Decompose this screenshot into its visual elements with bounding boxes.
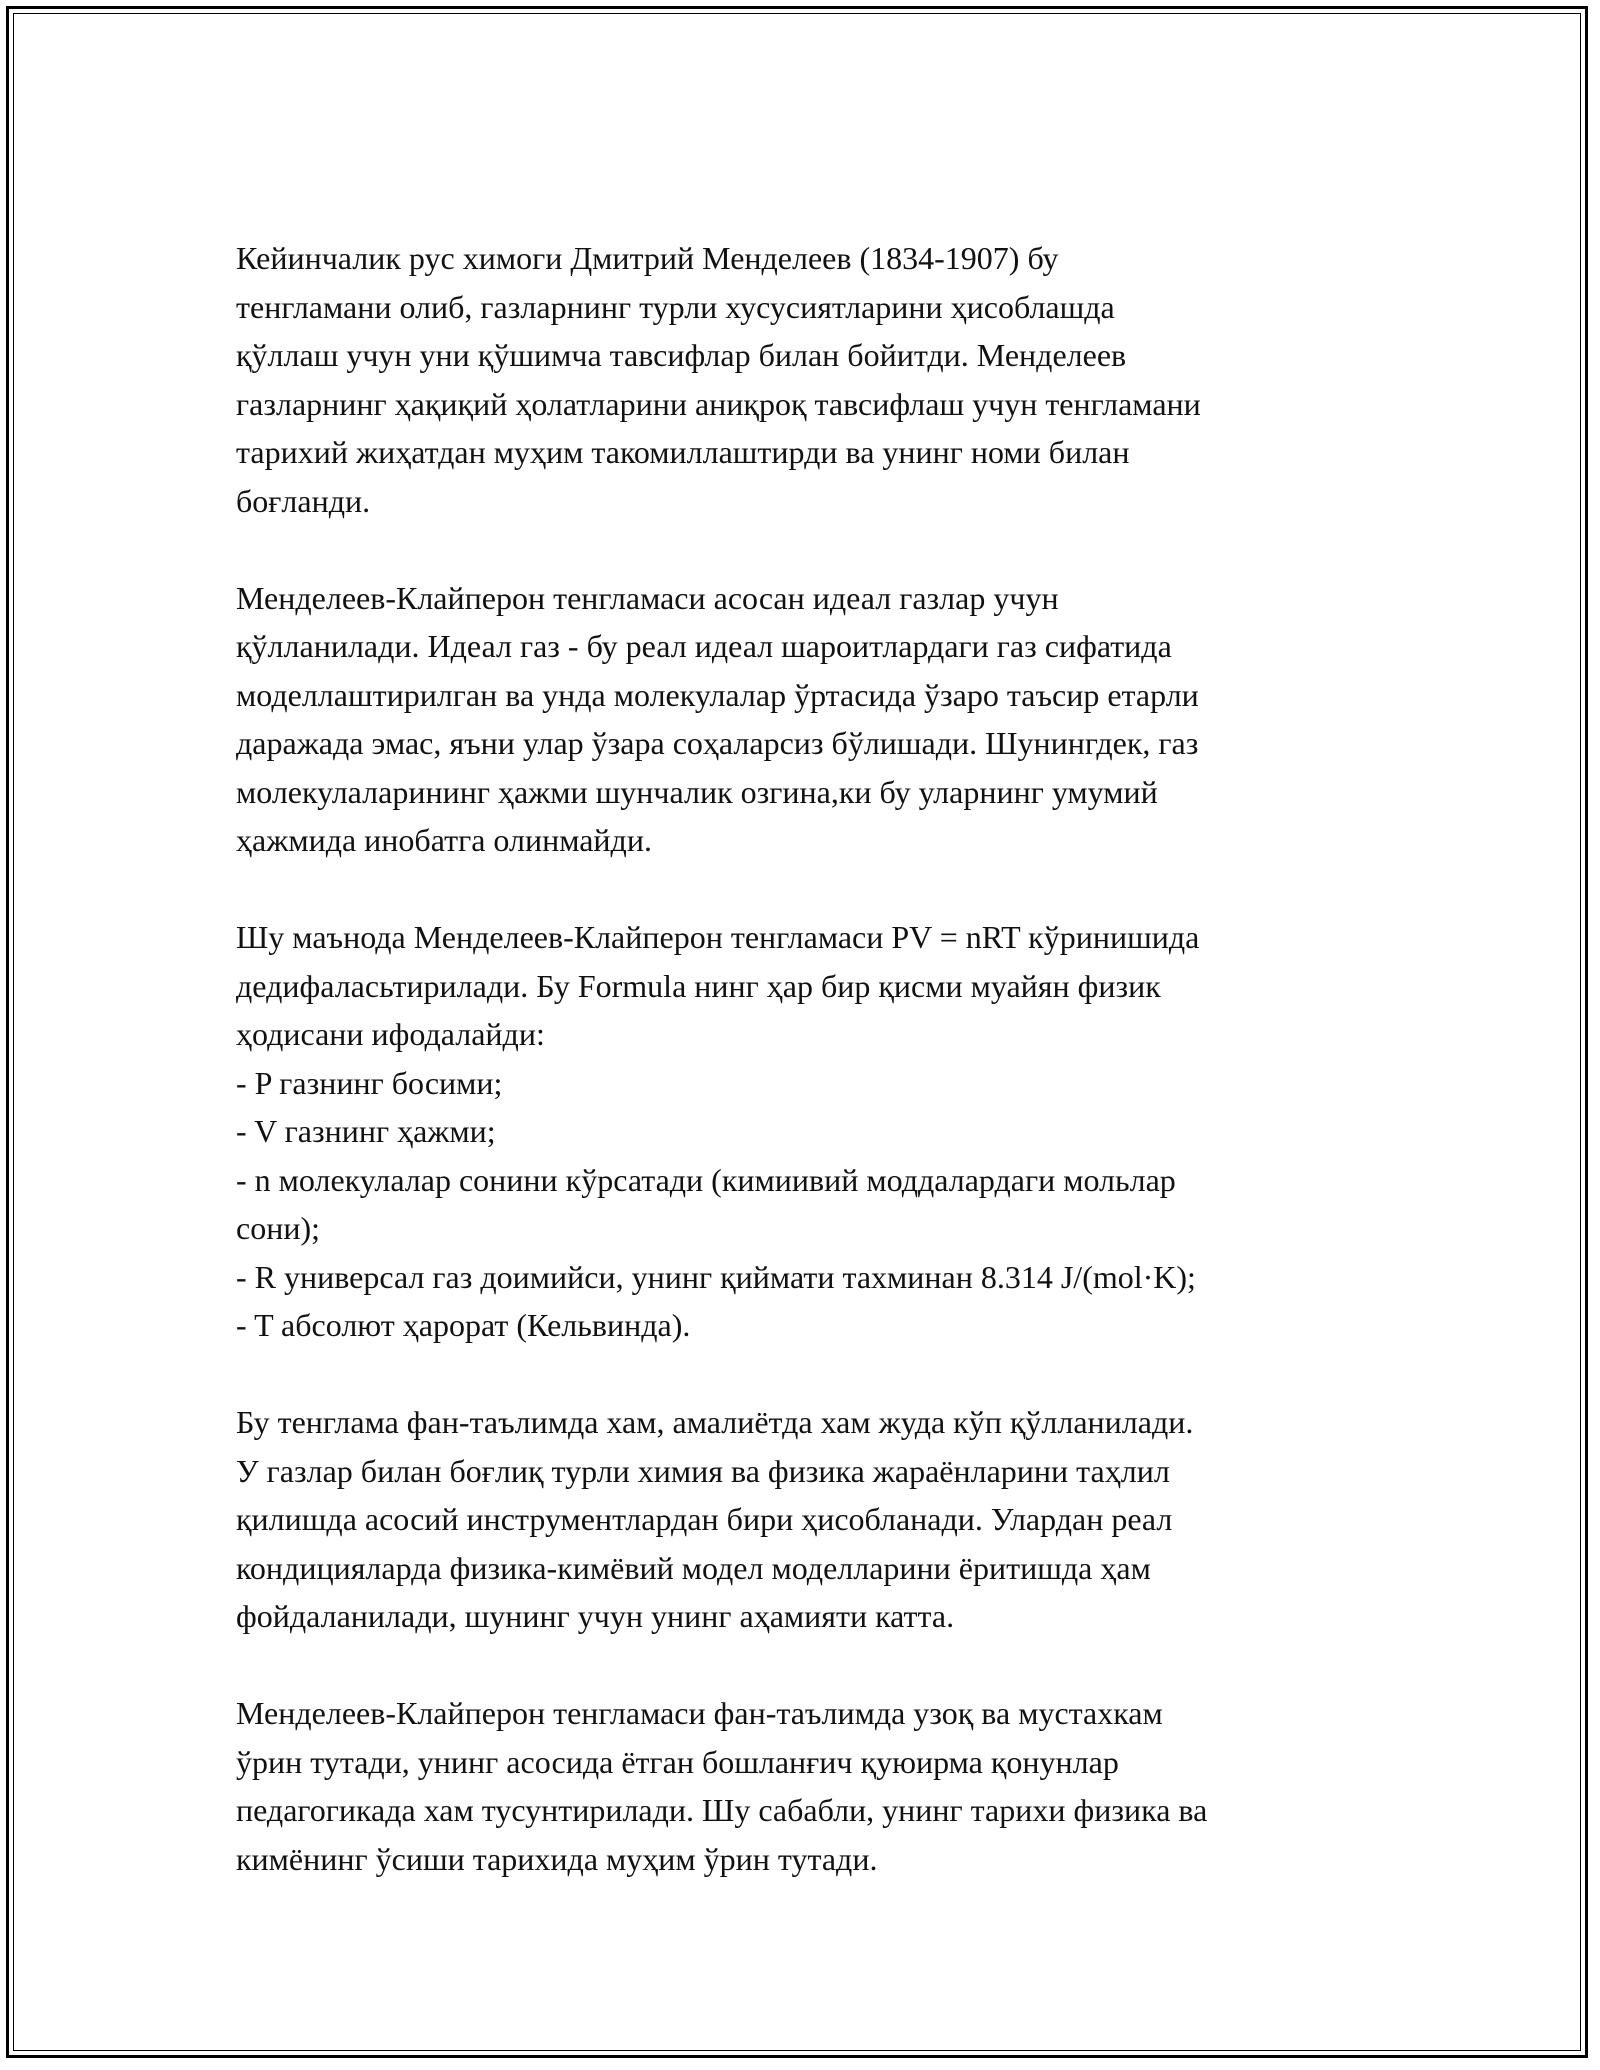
text-line: тенгламани олиб, газларнинг турли хусусиятларини ҳисоблашда: [236, 288, 1115, 325]
list-item-pressure: - P газнинг босими;: [236, 1064, 503, 1101]
text-line: ўрин тутади, унинг асосида ётган бошланғич қуюирма қонунлар: [236, 1743, 1119, 1780]
document-body: [236, 234, 1376, 1932]
text-line: Бу тенглама фан-таълимда хам, амалиётда хам жуда кўп қўлланилади.: [236, 1404, 1194, 1440]
text-line: қўлланилади. Идеал газ - бу реал идеал шароитлардаги газ сифатида: [236, 628, 1172, 664]
paragraph-significance: [236, 1689, 1376, 1883]
list-item-temperature: - T абсолют ҳарорат (Кельвинда).: [236, 1307, 691, 1343]
paragraph-equation-terms: [236, 913, 1376, 1350]
paragraph-ideal-gas: [236, 574, 1376, 865]
text-line: ҳодисани ифодалайди:: [236, 1016, 545, 1052]
text-line: педагогикада хам тусунтирилади. Шу сабабли, унинг тарихи физика ва: [236, 1792, 1208, 1828]
list-item-moles-cont: сони);: [236, 1210, 320, 1246]
text-line: ҳажмида инобатга олинмайди.: [236, 822, 652, 858]
text-line: қўллаш учун уни қўшимча тавсифлар билан бойитди. Менделеев: [236, 337, 1127, 373]
paragraph-mendeleev-history: [236, 234, 1376, 525]
text-line: У газлар билан боғлиқ турли химия ва физика жараёнларини таҳлил: [236, 1452, 1170, 1489]
text-line: Менделеев-Клайперон тенгламаси фан-таълимда узоқ ва мустахкам: [236, 1695, 1163, 1731]
text-line: моделлаштирилган ва унда молекулалар ўртасида ўзаро таъсир етарли: [236, 676, 1199, 713]
text-line: қилишда асосий инструментлардан бири ҳисобланади. Улардан реал: [236, 1501, 1173, 1537]
list-item-volume: - V газнинг ҳажми;: [236, 1113, 496, 1149]
text-line: кондицияларда физика-кимёвий модел моделларини ёритишда ҳам: [236, 1549, 1151, 1586]
text-line: газларнинг ҳақиқий ҳолатларини аниқроқ тавсифлаш учун тенгламани: [236, 385, 1201, 422]
text-line: дедифаласьтирилади. Бу Formula нинг ҳар бир қисми муайян физик: [236, 967, 1161, 1004]
text-line: боғланди.: [236, 482, 371, 519]
list-item-gas-constant: - R универсал газ доимийси, унинг қиймати тахминан 8.314 J/(mol·K);: [236, 1258, 1196, 1295]
text-line: молекулаларининг ҳажми шунчалик озгина,ки бу уларнинг умумий: [236, 773, 1158, 810]
text-line: тарихий жиҳатдан муҳим такомиллаштирди ва унинг номи билан: [236, 434, 1130, 470]
text-line: кимёнинг ўсиши тарихида муҳим ўрин тутади.: [236, 1840, 878, 1877]
text-line: Кейинчалик рус химоги Дмитрий Менделеев (1834-1907) бу: [236, 240, 1059, 276]
text-line: даражада эмас, яъни улар ўзара соҳаларсиз бўлишади. Шунингдек, газ: [236, 725, 1199, 761]
text-line: Шу маънода Менделеев-Клайперон тенгламаси PV = nRT кўринишида: [236, 919, 1200, 955]
list-item-moles: - n молекулалар сонини кўрсатади (кимиивий моддалардаги мольлар: [236, 1161, 1176, 1198]
text-line: Менделеев-Клайперон тенгламаси асосан идеал газлар учун: [236, 579, 1059, 616]
text-line: фойдаланилади, шунинг учун унинг аҳамияти катта.: [236, 1598, 955, 1634]
paragraph-applications: [236, 1398, 1376, 1641]
